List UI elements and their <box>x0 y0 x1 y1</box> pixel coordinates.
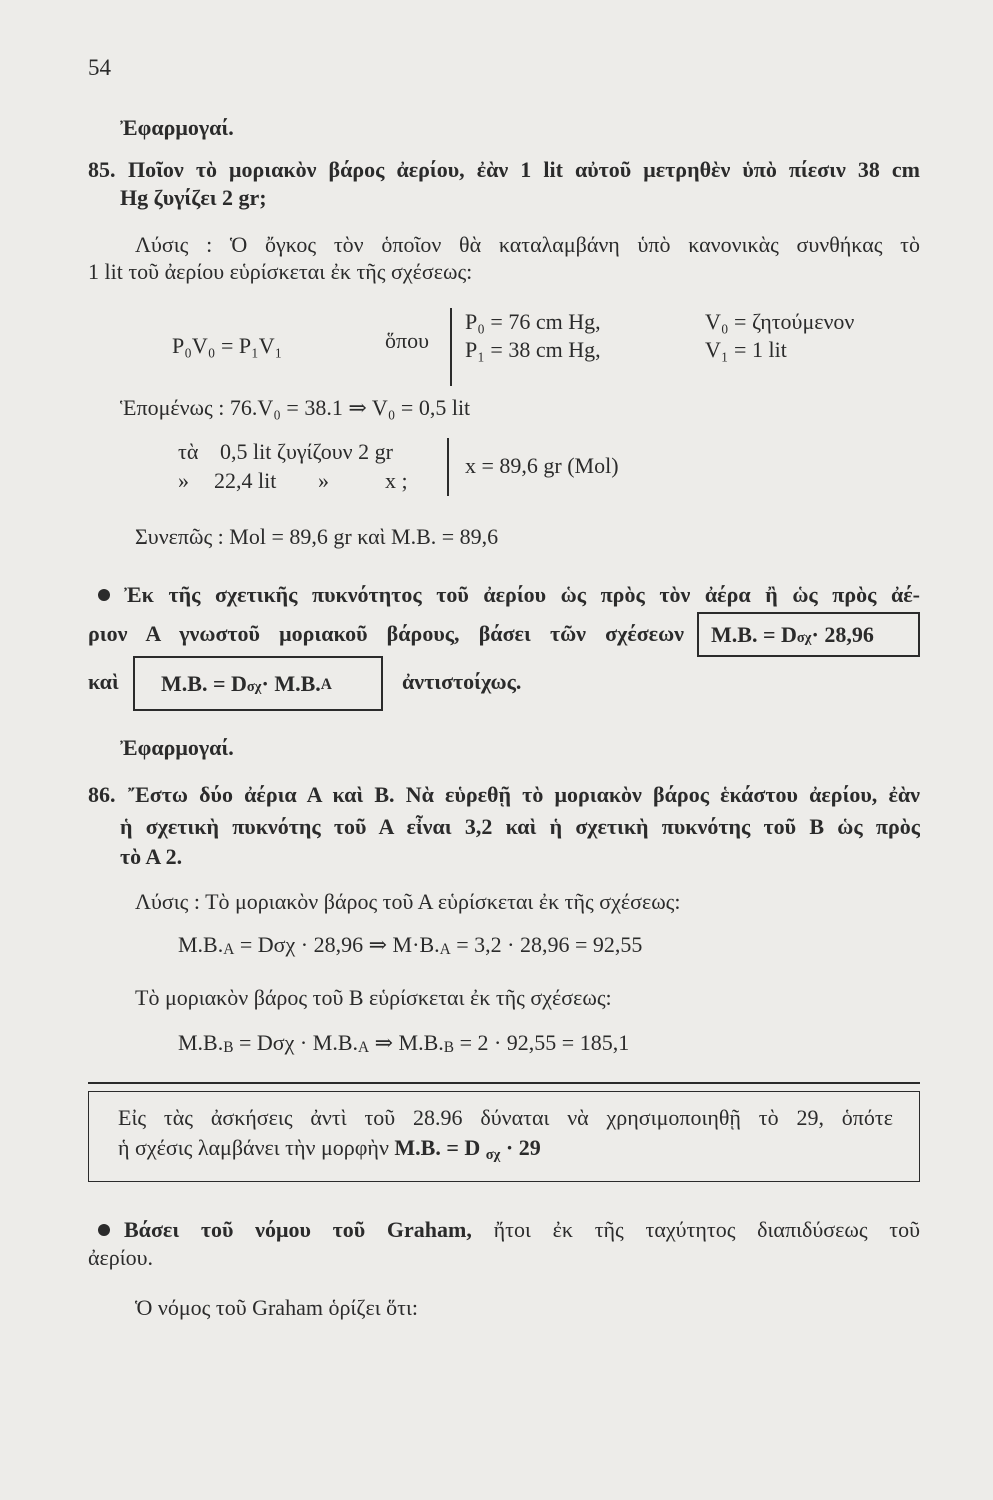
solution-label: Λύσις : <box>135 232 213 257</box>
page-number: 54 <box>88 55 111 80</box>
graham-lead: Βάσει τοῦ νόμου τοῦ Graham, <box>124 1217 472 1242</box>
given-volume: V₁ = 1 lit <box>705 337 787 362</box>
heading-applications: Ἐφαρμογαί. <box>120 735 234 760</box>
proportion-cell: 22,4 lit <box>214 468 277 493</box>
graham-statement: Ὁ νόμος τοῦ Graham ὁρίζει ὅτι: <box>135 1295 418 1320</box>
hence-equation: 76.V₀ = 38.1 ⇒ V₀ = 0,5 lit <box>229 395 471 420</box>
vertical-rule <box>447 438 449 496</box>
respectively-text: ἀντιστοίχως. <box>402 669 522 694</box>
given-volume: V₀ = ζητούμενον <box>705 309 855 334</box>
proportion-cell: x ; <box>385 468 408 493</box>
proportion-result: x = 89,6 gr (Mol) <box>465 453 619 478</box>
bullet-icon <box>98 1224 110 1236</box>
vertical-rule <box>450 308 452 386</box>
formula-box-gas <box>133 656 383 711</box>
solution-line <box>135 232 920 258</box>
question-line: Ποῖον τὸ μοριακὸν βάρος ἀερίου, ἐὰν 1 lit αὐτοῦ μετρηθὲν ὑπὸ πίεσιν 38 cm <box>128 157 920 182</box>
formula-subscript: σχ <box>796 630 812 647</box>
equation-a <box>178 932 642 958</box>
solution-text: 1 lit τοῦ ἀερίου εὑρίσκεται ἐκ τῆς σχέσεως: <box>88 259 473 284</box>
bullet-icon <box>98 589 110 601</box>
given-pressure: P₁ = 38 cm Hg, <box>465 337 601 362</box>
where-label: ὅπου <box>385 328 429 353</box>
solution-text: Τὸ μοριακὸν βάρος τοῦ Β εὑρίσκεται ἐκ τῆς σχέσεως: <box>135 985 612 1010</box>
formula-rhs: · 29 <box>500 1135 541 1160</box>
question-line: Hg ζυγίζει 2 gr; <box>120 185 267 210</box>
question-line: Ἔστω δύο ἀέρια Α καὶ Β. Νὰ εὑρεθῇ τὸ μοριακὸν βάρος ἑκάστου ἀερίου, ἐὰν <box>128 782 920 807</box>
proportion-cell: τὰ <box>178 439 199 464</box>
formula-subscript: Α <box>320 676 332 694</box>
formula-lhs: M.B. = D <box>161 670 247 696</box>
conclusion-label: Συνεπῶς : <box>135 524 224 549</box>
equation-b <box>178 1030 629 1056</box>
equation-subscript: Β <box>443 1038 455 1056</box>
note-text: ἡ σχέσις λαμβάνει τὴν μορφὴν <box>118 1135 389 1160</box>
proportion-cell: » <box>318 468 329 493</box>
solution-line <box>135 889 681 915</box>
formula-lhs: M.B. = D <box>394 1135 481 1160</box>
equation-subscript: Β <box>223 1038 234 1056</box>
solution-label: Λύσις : <box>135 889 200 914</box>
equation-subscript: Α <box>439 940 451 958</box>
hence-label: Ἑπομένως : <box>120 395 225 420</box>
equation-part: M.B. <box>178 1030 224 1055</box>
equation-part: = Dσχ · M.B. <box>233 1030 358 1055</box>
note-line: Εἰς τὰς ἀσκήσεις ἀντὶ τοῦ 28.96 δύναται νὰ χρησιμοποιηθῇ τὸ 29, ὁπότε <box>118 1105 893 1130</box>
equation-part: ⇒ M.B. <box>369 1030 444 1055</box>
method-text-line <box>124 1217 920 1243</box>
exercise-number: 85. <box>88 157 116 182</box>
heading-applications: Ἐφαρμογαί. <box>120 115 234 140</box>
formula-box-air <box>697 612 920 657</box>
formula-subscript: σχ <box>246 679 262 696</box>
method-text-line: ἀερίου. <box>88 1245 154 1270</box>
method-text-line: Ἐκ τῆς σχετικῆς πυκνότητος τοῦ ἀερίου ὡς πρὸς τὸν ἀέρα ἢ ὡς πρὸς ἀέ- <box>124 582 920 607</box>
equation-part: M.B. <box>178 932 224 957</box>
proportion-cell: 0,5 lit ζυγίζουν 2 gr <box>220 439 393 464</box>
equation-subscript: Α <box>223 940 235 958</box>
and-label: καὶ <box>88 669 119 694</box>
conclusion-line <box>135 524 498 550</box>
equation-part: = 3,2 · 28,96 = 92,55 <box>450 932 643 957</box>
proportion-cell: » <box>178 468 189 493</box>
solution-text: Ὁ ὄγκος τὸν ὁποῖον θὰ καταλαμβάνη ὑπὸ κανονικὰς συνθήκας τὸ <box>229 232 920 257</box>
hence-line <box>120 395 470 421</box>
graham-text: ἤτοι ἐκ τῆς ταχύτητος διαπιδύσεως τοῦ <box>493 1217 920 1242</box>
method-text-line: ριον Α γνωστοῦ μοριακοῦ βάρους, βάσει τῶν σχέσεων <box>88 621 684 646</box>
note-formula <box>394 1135 541 1164</box>
formula-lhs: M.B. = D <box>711 621 797 647</box>
question-line: τὸ Α 2. <box>120 844 183 869</box>
equation-part: = 2 · 92,55 = 185,1 <box>454 1030 630 1055</box>
formula-subscript: σχ <box>485 1147 501 1164</box>
equation-subscript: Α <box>358 1038 370 1056</box>
solution-text: Τὸ μοριακὸν βάρος τοῦ Α εὑρίσκεται ἐκ τῆς σχέσεως: <box>205 889 681 914</box>
question-line: ἡ σχετικὴ πυκνότης τοῦ Α εἶναι 3,2 καὶ ἡ σχετικὴ πυκνότης τοῦ Β ὡς πρὸς <box>120 814 920 839</box>
equation-part: = Dσχ · 28,96 ⇒ M·B. <box>234 932 440 957</box>
gas-law-formula: P₀V₀ = P₁V₁ <box>172 333 283 358</box>
note-line <box>118 1135 541 1164</box>
horizontal-rule <box>88 1082 920 1084</box>
formula-rhs: · M.B. <box>261 670 321 696</box>
conclusion-text: Mol = 89,6 gr καὶ M.B. = 89,6 <box>229 524 499 549</box>
formula-rhs: · 28,96 <box>811 621 874 647</box>
exercise-number: 86. <box>88 782 116 807</box>
given-pressure: P₀ = 76 cm Hg, <box>465 309 601 334</box>
